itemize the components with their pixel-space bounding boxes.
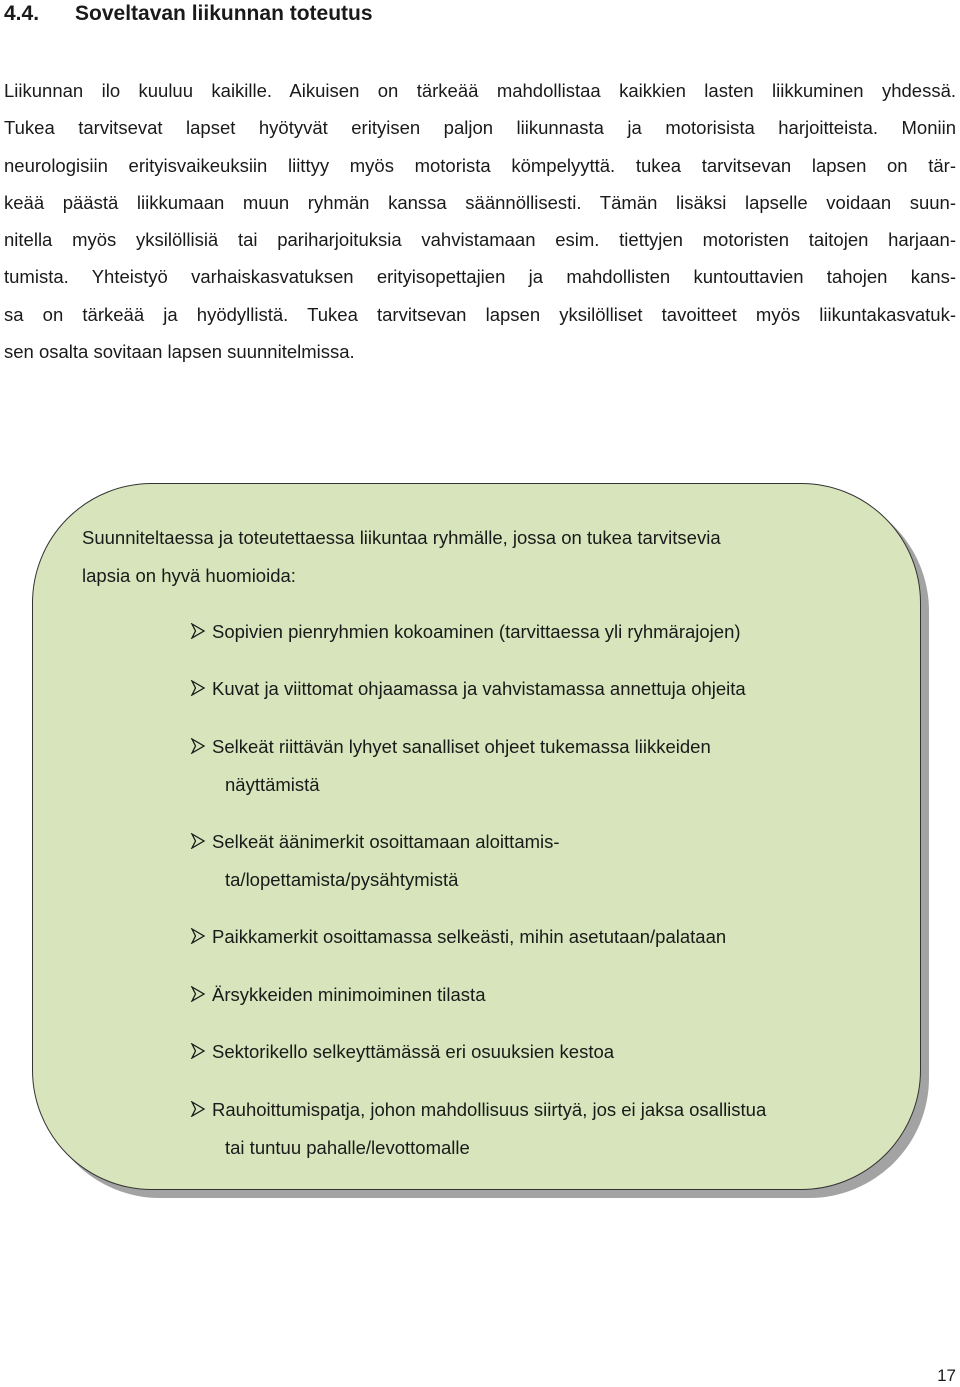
callout-item-text: Paikkamerkit osoittamassa selkeästi, mihin asetutaan/palataan	[212, 926, 727, 947]
page-number: 17	[937, 1366, 956, 1385]
callout-item-text: Rauhoittumispatja, johon mahdollisuus siirtyä, jos ei jaksa osallistua	[212, 1099, 767, 1120]
callout-intro-line: lapsia on hyvä huomioida:	[82, 564, 296, 586]
paragraph-line: nitella myös yksilöllisiä tai pariharjoituksia vahvistamaan esim. tiettyjen motoristen taitojen harjaan-	[4, 229, 956, 251]
callout-list-item	[190, 1091, 766, 1166]
arrow-bullet-icon	[190, 823, 212, 860]
callout-item-continuation: tai tuntuu pahalle/levottomalle	[225, 1136, 470, 1158]
arrow-bullet-icon	[190, 1091, 212, 1128]
section-heading	[4, 0, 373, 28]
callout-item-continuation: näyttämistä	[225, 773, 320, 795]
callout-item-continuation: ta/lopettamista/pysähtymistä	[225, 868, 459, 890]
paragraph-line: tumista. Yhteistyö varhaiskasvatuksen erityisopettajien ja mahdollisten kuntouttavien tahojen kans-	[4, 266, 956, 288]
arrow-bullet-icon	[190, 918, 212, 955]
paragraph-line: keää päästä liikkumaan muun ryhmän kanssa säännöllisesti. Tämän lisäksi lapselle voidaan suun-	[4, 191, 956, 213]
paragraph-line: neurologisiin erityisvaikeuksiin liittyy myös motorista kömpelyyttä. tukea tarvitsevan lapsen on tär-	[4, 154, 956, 176]
arrow-bullet-icon	[190, 613, 212, 650]
callout-list-item	[190, 670, 746, 708]
callout-list-item	[190, 823, 560, 898]
arrow-bullet-icon	[190, 976, 212, 1013]
callout-item-text: Selkeät äänimerkit osoittamaan aloittamis-	[212, 831, 560, 852]
callout-list-item	[190, 976, 486, 1014]
callout-intro-line: Suunniteltaessa ja toteutettaessa liikuntaa ryhmälle, jossa on tukea tarvitsevia	[82, 527, 721, 548]
arrow-bullet-icon	[190, 1033, 212, 1070]
body-paragraph	[4, 72, 956, 370]
callout-item-text: Sektorikello selkeyttämässä eri osuuksien kestoa	[212, 1041, 615, 1062]
callout-item-text: Sopivien pienryhmien kokoaminen (tarvittaessa yli ryhmärajojen)	[212, 621, 741, 642]
section-title: Soveltavan liikunnan toteutus	[75, 2, 373, 25]
paragraph-line: Liikunnan ilo kuuluu kaikille. Aikuisen on tärkeää mahdollistaa kaikkien lasten liikkuminen yhdessä.	[4, 80, 956, 101]
callout-list-item	[190, 728, 711, 803]
callout-item-text: Selkeät riittävän lyhyet sanalliset ohjeet tukemassa liikkeiden	[212, 736, 711, 757]
paragraph-line: sa on tärkeää ja hyödyllistä. Tukea tarvitsevan lapsen yksilölliset tavoitteet myös liikuntakasvatuk-	[4, 303, 956, 325]
paragraph-line: sen osalta sovitaan lapsen suunnitelmissa.	[4, 341, 355, 363]
callout-list-item	[190, 613, 741, 651]
arrow-bullet-icon	[190, 670, 212, 707]
callout-list-item	[190, 1033, 614, 1071]
callout-item-text: Ärsykkeiden minimoiminen tilasta	[212, 984, 486, 1005]
callout-list-item	[190, 918, 726, 956]
arrow-bullet-icon	[190, 728, 212, 765]
callout-item-text: Kuvat ja viittomat ohjaamassa ja vahvistamassa annettuja ohjeita	[212, 678, 746, 699]
paragraph-line: Tukea tarvitsevat lapset hyötyvät erityisen paljon liikunnasta ja motorisista harjoitteista. Moniin	[4, 117, 956, 139]
section-number: 4.4.	[4, 2, 40, 25]
callout-intro	[82, 519, 882, 594]
